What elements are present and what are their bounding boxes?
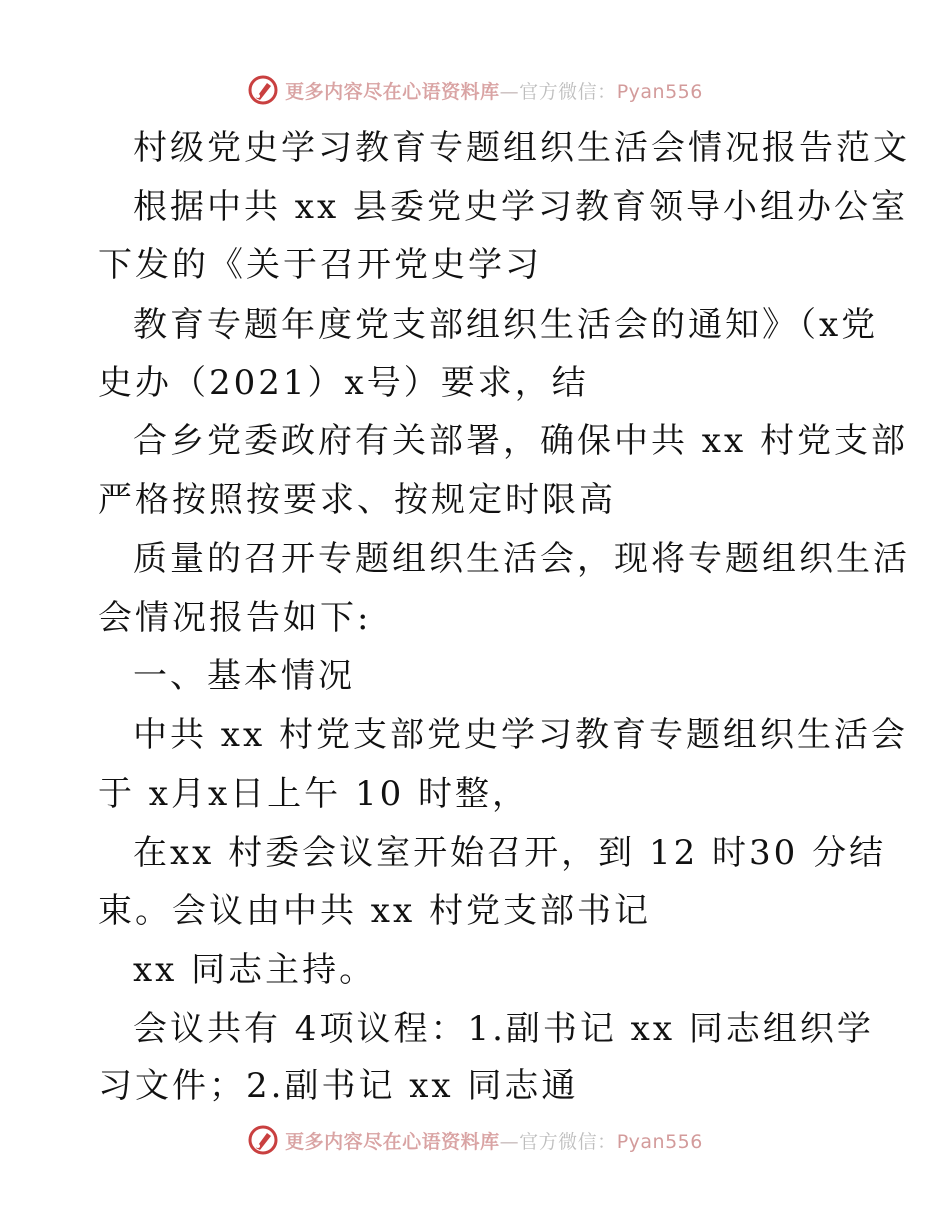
- watermark-wechat-label: 官方微信：: [519, 1130, 617, 1153]
- watermark-dash: —: [499, 80, 520, 103]
- paragraph-line: 束。会议由中共 xx 村党支部书记: [98, 891, 651, 931]
- paragraph-line: 中共 xx 村党支部党史学习教育专题组织生活会: [133, 715, 908, 755]
- paragraph-line: 在xx 村委会议室开始召开，到 12 时30 分结: [133, 833, 887, 873]
- watermark-banner-bottom: [0, 1120, 950, 1160]
- fountain-pen-logo-icon: [247, 74, 279, 106]
- watermark-wechat-label: 官方微信：: [519, 80, 617, 103]
- paragraph-line: 会议共有 4项议程：1.副书记 xx 同志组织学: [133, 1009, 874, 1049]
- paragraph-line: 合乡党委政府有关部署，确保中共 xx 村党支部: [133, 421, 908, 461]
- fountain-pen-logo-icon: [247, 1124, 279, 1156]
- paragraph-line: 严格按照按要求、按规定时限高: [98, 480, 616, 520]
- watermark-site-name: 更多内容尽在心语资料库: [285, 80, 500, 103]
- paragraph-line: 于 x月x日上午 10 时整，: [98, 774, 530, 814]
- paragraph-line: 根据中共 xx 县委党史学习教育领导小组办公室: [133, 187, 908, 227]
- paragraph-line: 下发的《关于召开党史学习: [98, 245, 542, 285]
- watermark-wechat-id: Pyan556: [616, 80, 703, 103]
- paragraph-line: 质量的召开专题组织生活会，现将专题组织生活: [133, 539, 910, 579]
- section-heading: 一、基本情况: [133, 656, 355, 696]
- watermark-banner-top: [0, 70, 950, 110]
- watermark-wechat-id: Pyan556: [616, 1130, 703, 1153]
- paragraph-line: 会情况报告如下:: [98, 598, 372, 638]
- paragraph-line: xx 同志主持。: [133, 950, 377, 990]
- paragraph-line: 教育专题年度党支部组织生活会的通知》（x党: [133, 305, 879, 345]
- paragraph-line: 史办（2021）x号）要求，结: [98, 363, 589, 403]
- paragraph-line: 习文件；2.副书记 xx 同志通: [98, 1066, 579, 1106]
- watermark-site-name: 更多内容尽在心语资料库: [285, 1130, 500, 1153]
- watermark-dash: —: [499, 1130, 520, 1153]
- document-title: 村级党史学习教育专题组织生活会情况报告范文: [133, 128, 910, 168]
